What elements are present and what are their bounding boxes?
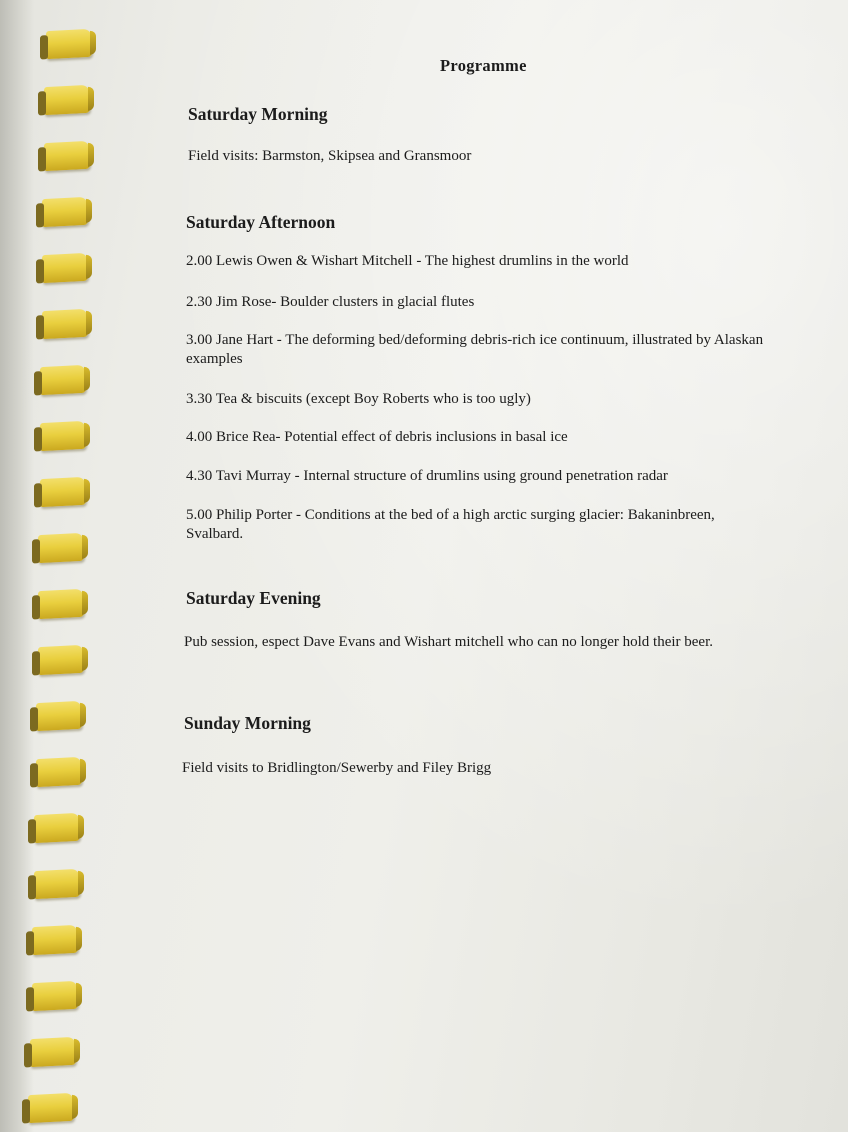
binding-ring: [42, 309, 88, 339]
binding-ring: [28, 1093, 74, 1123]
list-item: 3.00 Jane Hart - The deforming bed/deforming debris-rich ice continuum, illustrated by Alaskan examples: [186, 332, 764, 367]
section-heading-saturday-afternoon: Saturday Afternoon: [186, 212, 336, 232]
list-item: 4.00 Brice Rea- Potential effect of debris inclusions in basal ice: [186, 429, 568, 445]
list-item: 2.30 Jim Rose- Boulder clusters in glacial flutes: [186, 294, 475, 310]
binding-ring: [32, 981, 78, 1011]
binding-ring: [40, 421, 86, 451]
binding-ring: [38, 589, 84, 619]
binding-ring: [30, 1037, 76, 1067]
list-item: 4.30 Tavi Murray - Internal structure of drumlins using ground penetration radar: [186, 468, 668, 484]
list-item: Field visits: Barmston, Skipsea and Gransmoor: [188, 148, 472, 164]
list-item: Pub session, espect Dave Evans and Wishart mitchell who can no longer hold their beer.: [184, 634, 713, 650]
binding-ring: [38, 533, 84, 563]
section-heading-saturday-evening: Saturday Evening: [186, 588, 321, 608]
binding-edge: [0, 0, 34, 1132]
section-heading-sunday-morning: Sunday Morning: [184, 713, 311, 733]
binding-ring: [46, 29, 92, 59]
binding-ring: [44, 141, 90, 171]
page-title: Programme: [440, 56, 527, 75]
section-heading-saturday-morning: Saturday Morning: [188, 104, 328, 124]
binding-ring: [42, 197, 88, 227]
binding-ring: [34, 813, 80, 843]
list-item: Field visits to Bridlington/Sewerby and Filey Brigg: [182, 760, 492, 776]
binding-ring: [38, 645, 84, 675]
binding-ring: [40, 365, 86, 395]
binding-ring: [34, 869, 80, 899]
list-item: 3.30 Tea & biscuits (except Boy Roberts who is too ugly): [186, 391, 531, 407]
binding-ring: [36, 757, 82, 787]
binding-ring: [44, 85, 90, 115]
list-item: 2.00 Lewis Owen & Wishart Mitchell - The highest drumlins in the world: [186, 253, 629, 269]
binding-ring: [42, 253, 88, 283]
binding-ring: [36, 701, 82, 731]
spiral-binding: [0, 0, 100, 1132]
binding-ring: [40, 477, 86, 507]
list-item: 5.00 Philip Porter - Conditions at the bed of a high arctic surging glacier: Bakaninbreen, Svalbard.: [186, 507, 715, 542]
binding-ring: [32, 925, 78, 955]
